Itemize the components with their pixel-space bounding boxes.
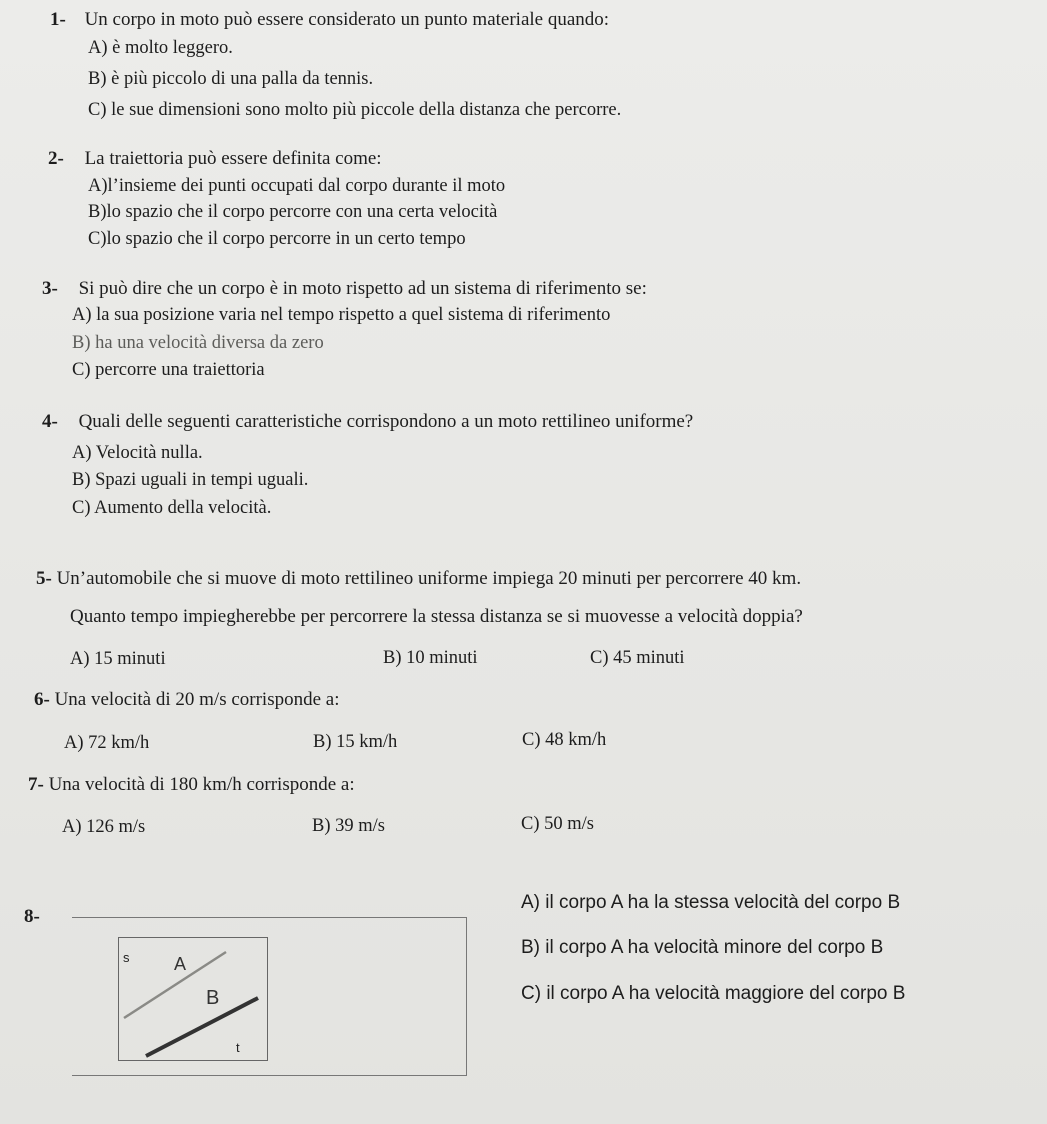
q8-option-a: A) il corpo A ha la stessa velocità del corpo B xyxy=(521,892,901,913)
question-number: 6- xyxy=(34,689,50,710)
q8-option-c: C) il corpo A ha velocità maggiore del corpo B xyxy=(521,983,906,1004)
q3-option-c: C) percorre una traiettoria xyxy=(72,360,265,380)
q2-option-c: C)lo spazio che il corpo percorre in un certo tempo xyxy=(88,229,466,249)
q5-option-c: C) 45 minuti xyxy=(590,648,685,668)
q6-option-b: B) 15 km/h xyxy=(313,732,398,752)
q4-option-a: A) Velocità nulla. xyxy=(72,443,203,463)
question-text: Una velocità di 180 km/h corrisponde a: xyxy=(48,774,355,795)
question-text: Si può dire che un corpo è in moto rispetto ad un sistema di riferimento se: xyxy=(78,278,647,299)
graph-y-axis-label: s xyxy=(123,950,130,965)
q5-option-a: A) 15 minuti xyxy=(70,649,166,669)
graph-x-axis-label: t xyxy=(236,1040,240,1055)
question-number: 4- xyxy=(42,411,58,432)
question-number: 2- xyxy=(48,148,64,169)
question-5-subtext: Quanto tempo impiegherebbe per percorrere la stessa distanza se si muovesse a velocità doppia? xyxy=(70,606,803,627)
q6-option-a: A) 72 km/h xyxy=(64,733,150,753)
q2-option-a: A)l’insieme dei punti occupati dal corpo durante il moto xyxy=(88,176,506,196)
question-text: Un corpo in moto può essere considerato un punto materiale quando: xyxy=(84,9,610,30)
q1-option-b: B) è più piccolo di una palla da tennis. xyxy=(88,69,374,89)
q8-option-b: B) il corpo A ha velocità minore del corpo B xyxy=(521,937,884,958)
question-text: Una velocità di 20 m/s corrisponde a: xyxy=(54,689,340,710)
graph-line-a-label: A xyxy=(174,954,187,974)
graph-line-b-label: B xyxy=(206,987,220,1009)
q3-option-a: A) la sua posizione varia nel tempo rispetto a quel sistema di riferimento xyxy=(72,305,611,325)
q1-option-a: A) è molto leggero. xyxy=(88,38,233,58)
q7-option-b: B) 39 m/s xyxy=(312,816,385,836)
question-number: 3- xyxy=(42,278,58,299)
q4-option-b: B) Spazi uguali in tempi uguali. xyxy=(72,470,309,490)
question-text: Quali delle seguenti caratteristiche corrispondono a un moto rettilineo uniforme? xyxy=(78,411,694,432)
graph-line-b xyxy=(146,998,258,1056)
question-text: Un’automobile che si muove di moto rettilineo uniforme impiega 20 minuti per percorrere 40 km. xyxy=(56,568,802,589)
q5-option-b: B) 10 minuti xyxy=(383,648,478,668)
q3-option-b: B) ha una velocità diversa da zero xyxy=(72,333,324,353)
question-number: 7- xyxy=(28,774,44,795)
q1-option-c: C) le sue dimensioni sono molto più piccole della distanza che percorre. xyxy=(88,100,622,120)
q7-option-c: C) 50 m/s xyxy=(521,814,594,834)
question-text: La traiettoria può essere definita come: xyxy=(84,148,382,169)
question-number: 5- xyxy=(36,568,52,589)
q2-option-b: B)lo spazio che il corpo percorre con una certa velocità xyxy=(88,202,498,222)
q7-option-a: A) 126 m/s xyxy=(62,817,146,837)
question-number: 1- xyxy=(50,9,66,30)
q4-option-c: C) Aumento della velocità. xyxy=(72,498,272,518)
question-number: 8- xyxy=(24,906,40,927)
q6-option-c: C) 48 km/h xyxy=(522,730,607,750)
